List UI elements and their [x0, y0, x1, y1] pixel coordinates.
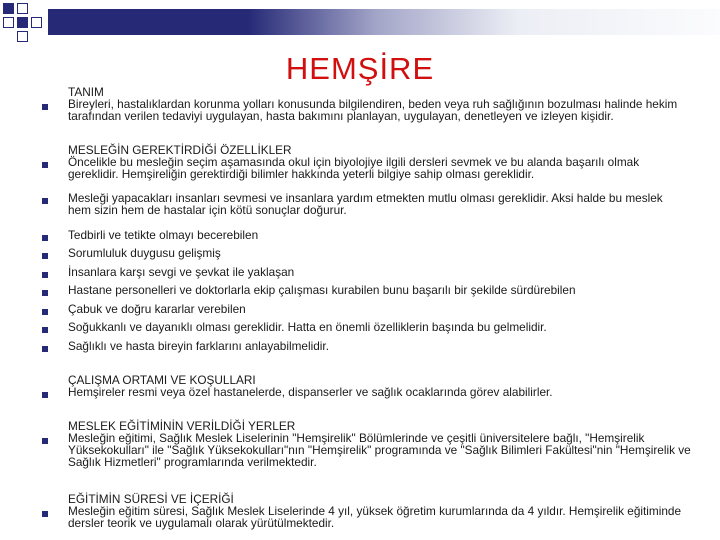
bullet-icon: [42, 162, 48, 168]
bullet-icon: [42, 392, 48, 398]
bullet-icon: [42, 309, 48, 315]
bullet-icon: [42, 327, 48, 333]
bullet-icon: [42, 104, 48, 110]
section-heading-egitim: MESLEK EĞİTİMİNİN VERİLDİĞİ YERLER: [68, 419, 296, 433]
list-item: Hastane personelleri ve doktorlarla ekip çalışması kurabilen bunu başarılı bir şekilde sürdürebilen: [68, 283, 576, 297]
tanim-text: Bireyleri, hastalıklardan korunma yolları konusunda bilgilendiren, beden veya ruh sağlığının bozulması halinde hekim tarafından verilen tedaviyi uygulayan, hasta bakımını planlayan, uygulayan, denetleyen ve izleyen kişidir.: [68, 97, 678, 123]
list-item-tanim: [68, 86, 698, 122]
section-heading-tanim: TANIM: [68, 85, 104, 99]
list-item: Çabuk ve doğru kararlar verebilen: [68, 302, 246, 316]
calisma-text: Hemşireler resmi veya özel hastanelerde, dispanserler ve sağlık ocaklarında görev alabilirler.: [68, 385, 553, 399]
slide-title: HEMŞİRE: [285, 51, 435, 86]
bullet-icon: [42, 198, 48, 204]
list-item-sure: [68, 493, 693, 529]
section-heading-ozellikler: MESLEĞİN GEREKTİRDİĞİ ÖZELLİKLER: [68, 143, 292, 157]
bullet-icon: [42, 272, 48, 278]
list-item: Sorumluluk duygusu gelişmiş: [68, 246, 221, 260]
bullet-icon: [42, 438, 48, 444]
egitim-text: Mesleğin eğitimi, Sağlık Meslek Liselerinin "Hemşirelik" Bölümlerinde ve çeşitli üniversitelere bağlı, "Hemşirelik Yüksekokulları" ile "Sağlık Yüksekokulları"nın "Hemşirelik" programında ve "Sağlık Bilimleri Fakültesi"nin "Hemşirelik ve Sağlık Hizmetleri" programlarında verilmektedir.: [68, 431, 691, 469]
bullet-icon: [42, 346, 48, 352]
list-item-egitim: [68, 420, 693, 468]
list-item: Mesleği yapacakları insanları sevmesi ve insanlara yardım etmekten mutlu olması gereklidir. Aksi halde bu meslek hem sizin hem de hastalar için kötü sonuçlar doğurur.: [68, 191, 663, 217]
list-item: Tedbirli ve tetikte olmayı becerebilen: [68, 228, 259, 242]
list-item: Sağlıklı ve hasta bireyin farklarını anlayabilmelidir.: [68, 339, 329, 353]
bullet-icon: [42, 235, 48, 241]
sure-text: Mesleğin eğitim süresi, Sağlık Meslek Liselerinde 4 yıl, yüksek öğretim kurumlarında da 4 yıldır. Hemşirelik eğitiminde dersler teorik ve uygulamalı olarak yürütülmektedir.: [68, 504, 682, 530]
list-item-calisma: [68, 374, 698, 398]
list-item: İnsanlara karşı sevgi ve şevkat ile yaklaşan: [68, 265, 295, 279]
list-item: Soğukkanlı ve dayanıklı olması gereklidir. Hatta en önemli özelliklerin başında bu gelmelidir.: [68, 320, 547, 334]
section-heading-sure: EĞİTİMİN SÜRESİ VE İÇERİĞİ: [68, 492, 234, 506]
bullet-icon: [42, 290, 48, 296]
bullet-icon: [42, 253, 48, 259]
list-item: Öncelikle bu mesleğin seçim aşamasında okul için biyolojiye ilgili dersleri sevmek ve bu alanda başarılı olmak gereklidir. Hemşireliğin gerektirdiği bilimler hakkında yeterli bilgiye sahip olması gereklidir.: [68, 155, 640, 181]
section-heading-calisma: ÇALIŞMA ORTAMI VE KOŞULLARI: [68, 373, 256, 387]
bullet-icon: [42, 511, 48, 517]
